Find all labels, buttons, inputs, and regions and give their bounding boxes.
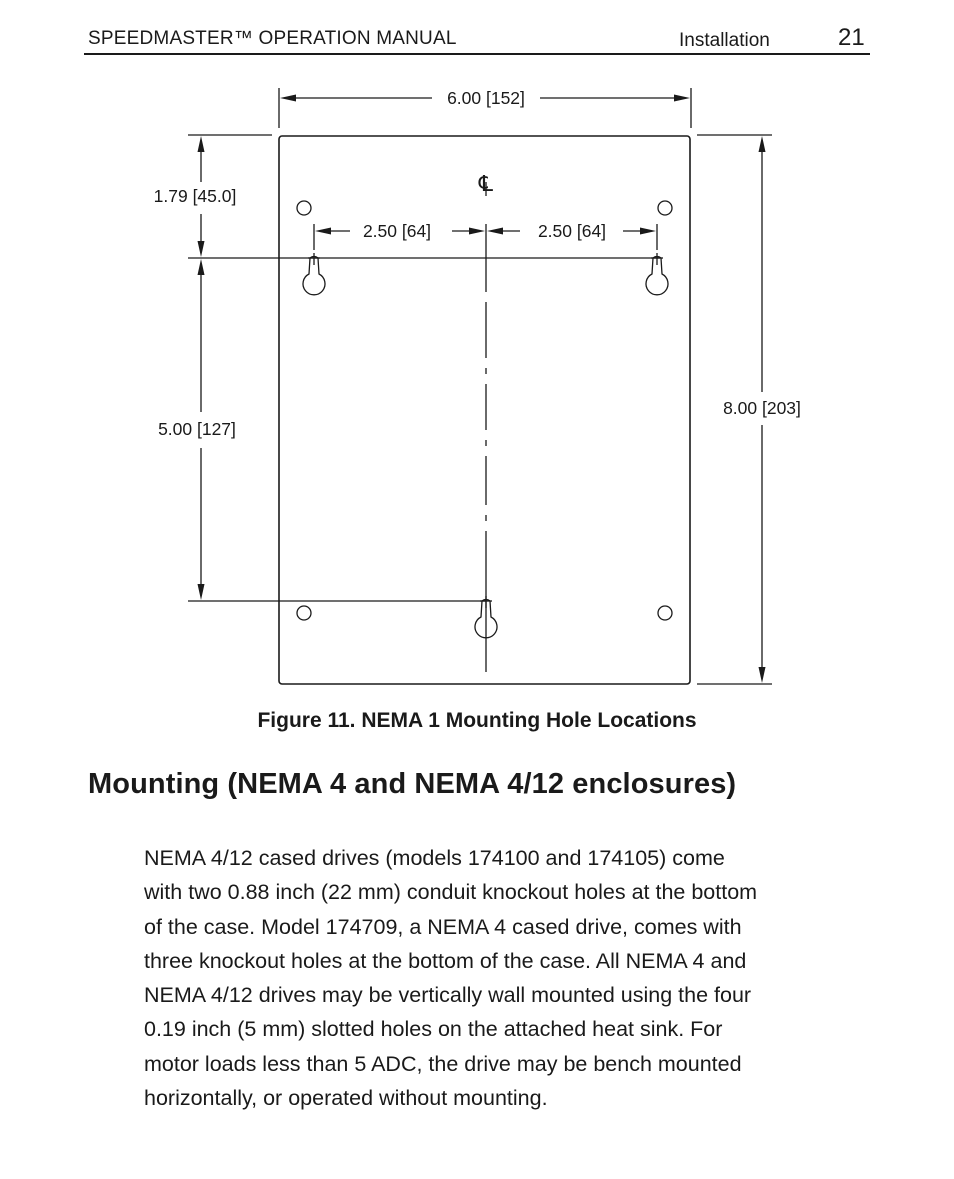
arrowhead [674, 95, 690, 102]
figure-caption: Figure 11. NEMA 1 Mounting Hole Locations [257, 709, 697, 732]
section-name: Installation [679, 30, 770, 51]
section-heading: Mounting (NEMA 4 and NEMA 4/12 enclosures) [88, 768, 737, 800]
arrowhead [640, 228, 656, 235]
round-hole [297, 606, 311, 620]
arrowhead [198, 259, 205, 275]
arrowhead [280, 95, 296, 102]
dim-left-hole-spacing: 2.50 [64] [362, 221, 432, 241]
dim-right-hole-spacing: 2.50 [64] [537, 221, 607, 241]
centerline-symbol: ℄ [478, 171, 494, 196]
arrowhead [759, 667, 766, 683]
dim-hole-vertical-spacing: 5.00 [127] [158, 419, 236, 439]
paragraph-line: three knockout holes at the bottom of the case. All NEMA 4 and [144, 948, 747, 973]
paragraph-line: horizontally, or operated without mounting. [144, 1086, 548, 1111]
arrowhead [198, 241, 205, 257]
round-hole [658, 201, 672, 215]
page-number: 21 [838, 24, 865, 51]
arrowhead [469, 228, 485, 235]
arrowhead [487, 228, 503, 235]
arrowhead [198, 136, 205, 152]
paragraph-line: NEMA 4/12 drives may be vertically wall mounted using the four [144, 983, 752, 1008]
paragraph-line: with two 0.88 inch (22 mm) conduit knockout holes at the bottom [144, 880, 758, 905]
manual-title: SPEEDMASTER™ OPERATION MANUAL [88, 28, 457, 49]
dim-overall-height: 8.00 [203] [723, 398, 801, 418]
paragraph-line: of the case. Model 174709, a NEMA 4 cased drive, comes with [144, 914, 742, 939]
plate-outline [279, 136, 690, 684]
arrowhead [759, 136, 766, 152]
arrowhead [198, 584, 205, 600]
keyhole-slot-left [303, 253, 325, 295]
paragraph-line: motor loads less than 5 ADC, the drive may be bench mounted [144, 1051, 742, 1076]
round-hole [297, 201, 311, 215]
round-hole [658, 606, 672, 620]
paragraph-line: 0.19 inch (5 mm) slotted holes on the attached heat sink. For [144, 1017, 723, 1042]
body-paragraph [144, 841, 872, 1115]
keyhole-slot-right [646, 253, 668, 295]
paragraph-line: NEMA 4/12 cased drives (models 174100 and 174105) come [144, 846, 725, 870]
arrowhead [315, 228, 331, 235]
dim-overall-width: 6.00 [152] [447, 88, 525, 108]
dim-top-offset: 1.79 [45.0] [153, 186, 237, 206]
